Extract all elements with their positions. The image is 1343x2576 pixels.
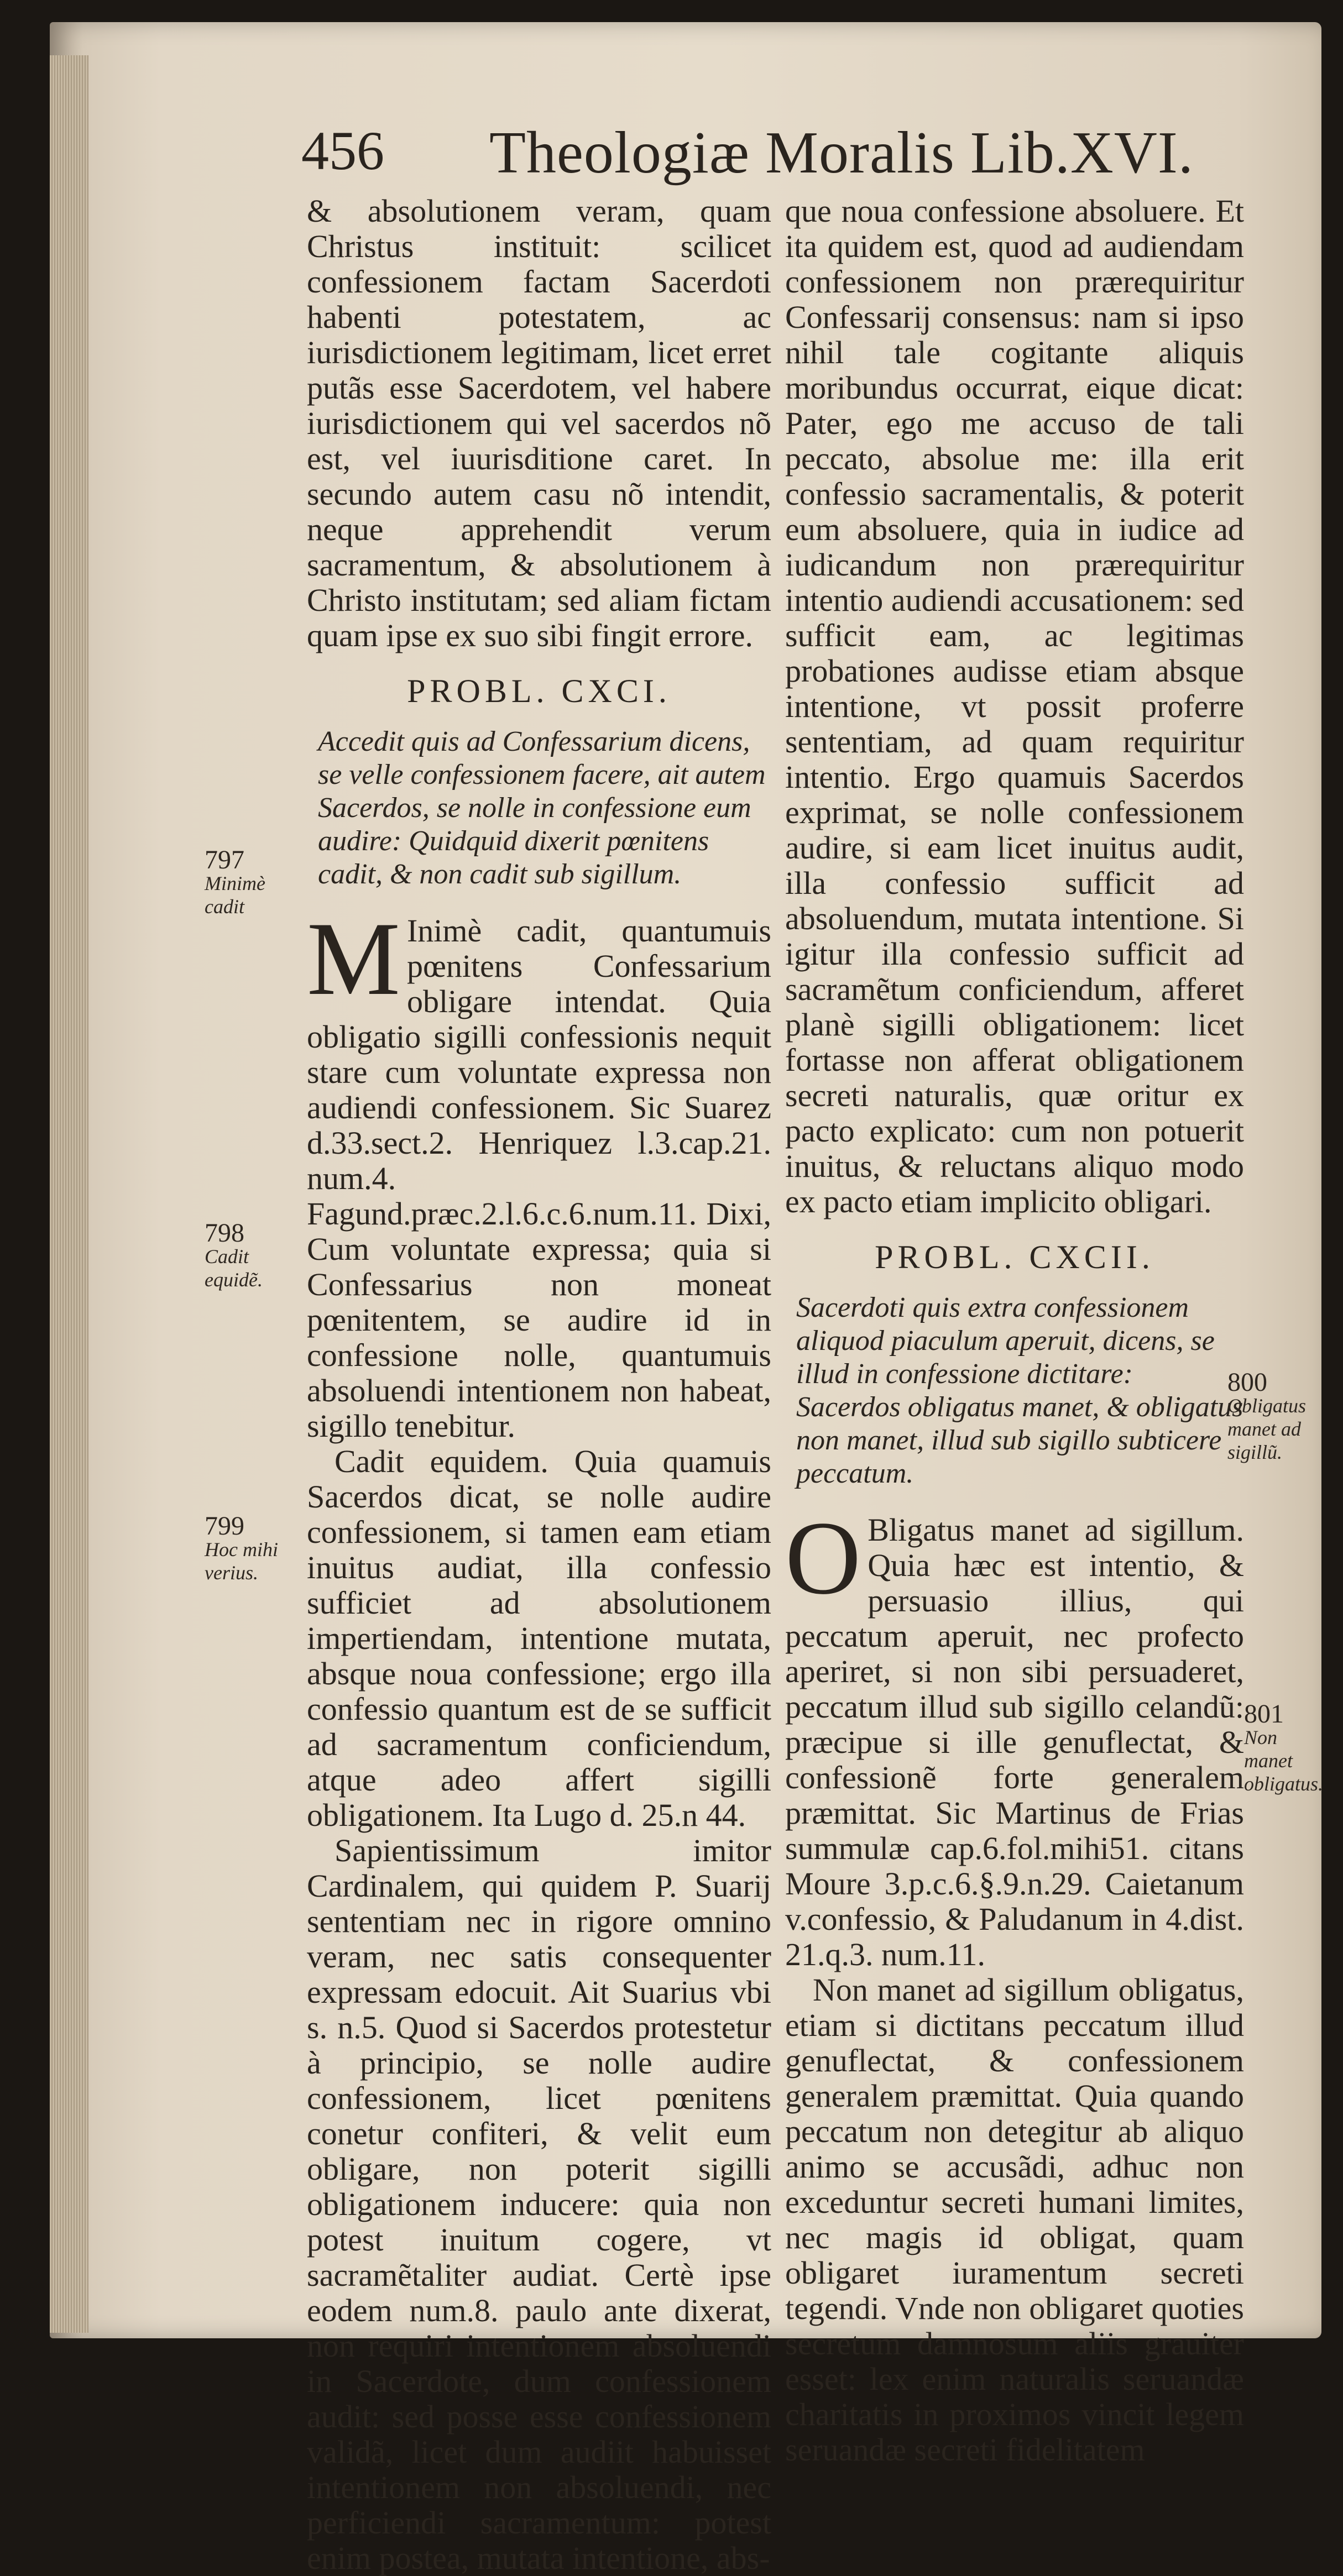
margin-note-number: 799	[205, 1511, 244, 1541]
margin-note-text: Obligatus manet ad sigillũ.	[1227, 1395, 1307, 1463]
margin-note-number: 801	[1244, 1699, 1284, 1729]
drop-cap-m: M	[307, 901, 400, 1017]
margin-note-number: 797	[205, 845, 244, 875]
margin-note-number: 800	[1227, 1368, 1267, 1397]
right-paragraph-1: que noua confessione absoluere. Et ita quidem est, quod ad audiendam confessionem non prærequiritur Confessarij consensus: nam si ipso nihil tale cogitante aliquis moribundus occurrat, eique dicat: Pater, ego me accuso de tali peccato, absolue me: illa erit confessio sacramentalis, & poterit eum absoluere, quia in iudice ad iudicandum non prærequiritur intentio audiendi accusationem: sed sufficit eam, ac legitimas probationes audisse etiam absque intentione, vt possit proferre sententiam, ad quam requiritur intentio. Ergo quamuis Sacerdos exprimat, se nolle confessionem audire, si eam licet inuitus audit, illa confessio sufficit ad absoluendum, mutata intentione. Si igitur illa confessio sufficit ad sacramẽtum conficiendum, afferet planè sigilli obligationem: licet fortasse non afferat obligationem secreti naturalis, quæ oritur ex pacto explicato: cum non potuerit inuitus, & reluctans aliquo modo ex pacto etiam implicito obligari.	[785, 193, 1244, 1219]
problem-heading-191: PROBL. CXCI.	[407, 673, 671, 709]
right-paragraph-2-text: Bligatus manet ad sigillum. Quia hæc est intentio, & persuasio illius, qui peccatum aperuit, nec profecto aperiret, si non sibi persuaderet, peccatum illud sub sigillo celandũ: præcipue si ille genuflectat, & confessionẽ forte generalem præmittat. Sic Martinus de Frias summulæ cap.6.fol.mihi51. citans Moure 3.p.c.6.§.9.n.29. Caietanum v.confessio, & Paludanum in 4.dist. 21.q.3. num.11.	[785, 1512, 1244, 1972]
margin-note-798	[205, 1218, 299, 1291]
left-paragraph-2	[307, 901, 771, 1444]
right-paragraph-2	[785, 1500, 1244, 1972]
problem-heading-192: PROBL. CXCII.	[875, 1239, 1154, 1275]
problem-question-191: Accedit quis ad Confessarium dicens, se velle confessionem facere, ait autem Sacerdos, se nolle in confessione eum audire: Quidquid dixerit pœnitens cadit, & non cadit sub sigillum.	[318, 726, 766, 890]
left-paragraph-4: Sapientissimum imitor Cardinalem, qui quidem P. Suarij sententiam nec in rigore omnino veram, nec satis consequenter expressam edocuit. Ait Suarius vbi s. n.5. Quod si Sacerdos protestetur à principio, se nolle audire confessionem, licet pœnitens conetur confiteri, & velit eum obligare, non poterit sigilli obligationem inducere: quia non potest inuitum cogere, vt sacramẽtaliter audiat. Certè ipse eodem num.8. paulo ante dixerat, non requiri intentionem absoluendi in Sacerdote, dum confessionem audit: sed posse esse confessionem validã, licet dum audiit habuisset intentionem non absoluendi, nec perficiendi sacramentum: potest enim postea, mutata intentione, abs-	[307, 1832, 771, 2576]
left-paragraph-1: & absolutionem veram, quam Christus instituit: scilicet confessionem factam Sacerdoti habenti potestatem, ac iurisdictionem legitimam, licet erret putãs esse Sacerdotem, vel habere iurisdictionem qui vel sacerdos nõ est, vel iuurisditione caret. In secundo autem casu nõ intendit, neque apprehendit verum sacramentum, & absolutionem à Christo institutam; sed aliam fictam quam ipse ex suo sibi fingit errore.	[307, 193, 771, 653]
running-title: Theologiæ Moralis Lib.XVI.	[489, 120, 1194, 186]
margin-note-797	[205, 845, 299, 918]
left-paragraph-3: Cadit equidem. Quia quamuis Sacerdos dicat, se nolle audire confessionem, si tamen eam etiam inuitus audiat, illa confessio sufficiet ad absolutionem impertiendam, intentione mutata, absque noua confessione; ergo illa confessio quantum est de se sufficit ad sacramentum conficiendum, atque adeo affert sigilli obligationem. Ita Lugo d. 25.n 44.	[307, 1443, 771, 1833]
page-header	[301, 119, 1194, 191]
margin-note-number: 798	[205, 1218, 244, 1248]
right-paragraph-3: Non manet ad sigillum obligatus, etiam si dictitans peccatum illud genuflectat, & confessionem generalem præmittat. Quia quando peccatum non detegitur ab aliquo animo se accusãdi, adhuc non exceduntur secreti humani limites, nec magis id obligat, quam obligaret iuramentum secreti tegendi. Vnde non obligaret quoties secretum damnosum aliis grauiter esset: lex enim naturalis seruandæ charitatis in proximos vincit legem seruandæ secreti fidelitatem	[785, 1972, 1244, 2468]
margin-note-text: Hoc mihi verius.	[205, 1538, 278, 1584]
left-column	[307, 193, 771, 2576]
page-stack-edge	[50, 55, 88, 2333]
margin-note-799	[205, 1511, 299, 1584]
margin-note-text: Minimè cadit	[205, 872, 265, 918]
margin-note-800	[1227, 1368, 1321, 1464]
right-column-upper	[785, 193, 1244, 2468]
margin-note-text: Non manet obligatus.	[1244, 1726, 1324, 1795]
drop-cap-o: O	[785, 1500, 861, 1616]
problem-question-192: Sacerdoti quis extra confessionem aliquod piaculum aperuit, dicens, se illud in confessione dictitare: Sacerdos obligatus manet, & obligatus non manet, illud sub sigillo subticere peccatum.	[796, 1292, 1243, 1489]
left-paragraph-2-text: Inimè cadit, quantumuis pœnitens Confessarium obligare intendat. Quia obligatio sigilli confessionis nequit stare cum voluntate expressa non audiendi confessionem. Sic Suarez d.33.sect.2. Henriquez l.3.cap.21. num.4. Fagund.præc.2.l.6.c.6.num.11. Dixi, Cum voluntate expressa; quia si Confessarius non moneat pœnitentem, se audire id in confessione nolle, quantumuis absoluendi intentionem non habeat, sigillo tenebitur.	[307, 913, 771, 1444]
margin-note-801	[1244, 1699, 1324, 1795]
page-number: 456	[301, 120, 384, 181]
margin-note-text: Cadit equidẽ.	[205, 1245, 263, 1291]
